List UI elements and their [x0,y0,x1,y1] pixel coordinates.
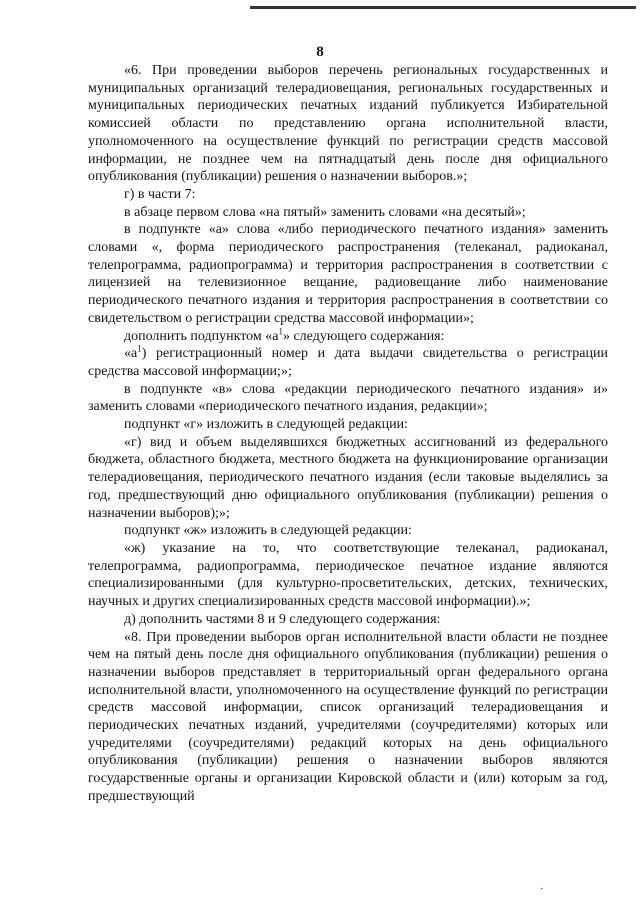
paragraph-subitem-g-intro: подпункт «г» изложить в следующей редакции: [124,417,408,433]
paragraph-subitem-g-text: «г) вид и объем выделявшихся бюджетных ассигнований из федерального бюджета, областного бюджета, местного бюджета на функционирование организации телерадиовещания, периодического печатного издания (если таковые выделялись за год, предшествующий дню официального опубликования (публикации) решения о назначении выборов);»; [88,434,608,521]
paragraph-a1-text: «$а^1$) регистрационный номер и дата выдачи свидетельства о регистрации средства массовой информации;»; [88,343,608,379]
paragraph-subitem-a: в подпункте «а» слова «либо периодического печатного издания» заменить словами «, форма периодического распространения (телеканал, радиоканал, телепрограмма, радиопрограмма) и территория распространения в соответствии с лицензией на телевизионное вещание, радиовещание либо наименование периодического печатного издания и территория распространения в соответствии со свидетельством о регистрации средства массовой информации»; [88,222,608,326]
paragraph-subitem-v: в подпункте «в» слова «редакции периодического печатного издания» и» заменить словами «периодического печатного издания, редакции»; [88,381,608,415]
paragraph-part-6: «6. При проведении выборов перечень региональных государственных и муниципальных организаций телерадиовещания, региональных государственных и муниципальных периодических печатных изданий публикуется Избирательной комиссией области по представлению органа исполнительной власти, уполномоченного на осуществление функций по регистрации средств массовой информации, не позднее чем на пятнадцатый день после дня официального опубликования (публикации) решения о назначении выборов.»; [88,63,608,185]
top-rule [250,6,636,9]
superscript: 1 [278,325,283,336]
paragraph-part-8: «8. При проведении выборов орган исполнительной власти области не позднее чем на пятый день после дня официального опубликования (публикации) решения о назначении выборов представляет в территориальный орган федерального органа исполнительной власти, уполномоченного на осуществление функций по регистрации средств массовой информации, список организаций телерадиовещания и периодических печатных изданий, учредителями (соучредителями) которых или учредителями (соучредителями) редакций которых на день официального опубликования (публикации) решения о назначении выборов являются государственные органы и организации Кировской области и (или) которым за год, предшествующий [88,629,608,804]
paragraph-subitem-zh-intro: подпункт «ж» изложить в следующей редакции: [124,523,412,539]
paragraph-add-a1: дополнить подпунктом «$а^1$» следующего содержания: [124,325,445,344]
paragraph-subitem-zh-text: «ж) указание на то, что соответствующие телеканал, радиоканал, телепрограмма, радиопрограмма, периодическое печатное издание являются специализированными (для культурно-просветительских, детских, технических, научных и других специализированных средств массовой информации).»; [88,540,608,610]
document-body [88,62,608,806]
paragraph-item-d: д) дополнить частями 8 и 9 следующего содержания: [124,611,441,627]
paragraph-first-abzac: в абзаце первом слова «на пятый» заменить словами «на десятый»; [124,204,526,220]
stray-mark: · [540,884,544,895]
paragraph-item-g: г) в части 7: [124,186,196,202]
superscript: 1 [137,343,142,354]
page-number: 8 [316,44,324,60]
